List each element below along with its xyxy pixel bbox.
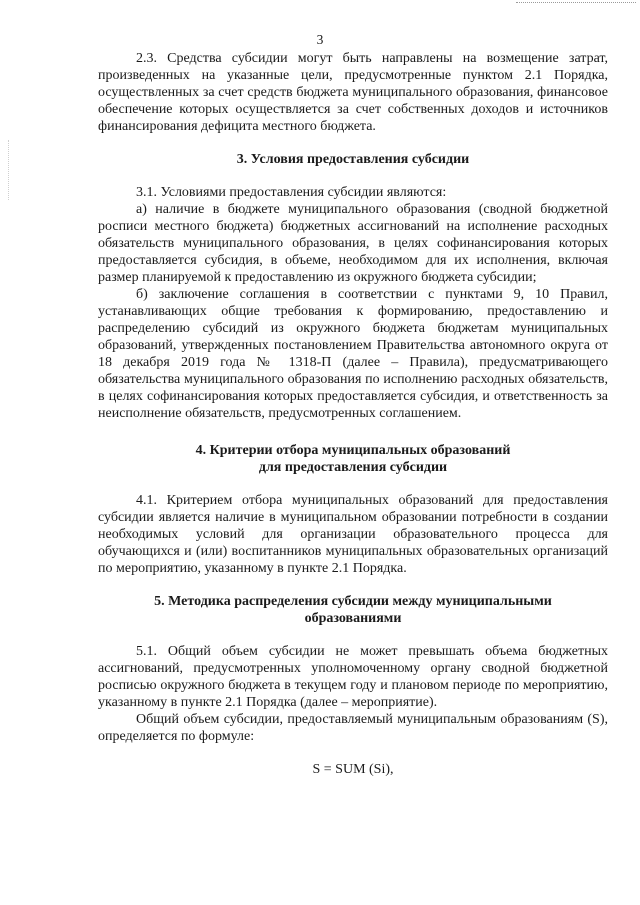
document-body xyxy=(98,50,608,778)
paragraph-3-1-a: а) наличие в бюджете муниципального образования (сводной бюджетной росписи местного бюджета) бюджетных ассигнований на исполнение расходных обязательств муниципального образования, в целях софинансирования которых предоставляется субсидия, в объеме, необходимом для их исполнения, включая размер планируемой к предоставлению из окружного бюджета субсидии; xyxy=(98,202,608,285)
section-heading-4-line2: для предоставления субсидии xyxy=(258,460,448,475)
section-heading-5-line1: 5. Методика распределения субсидии между муниципальными xyxy=(154,594,552,609)
scan-edge-line xyxy=(516,2,636,4)
paragraph-3-1: 3.1. Условиями предоставления субсидии являются: xyxy=(136,185,447,200)
page-number: 3 xyxy=(316,32,324,47)
paragraph-3-1-b: б) заключение соглашения в соответствии с пунктами 9, 10 Правил, устанавливающих общие требования к формированию, предоставлению и распределению субсидий из окружного бюджета бюджетам муниципальных образований, утвержденных постановлением Правительства автономного округа от 18 декабря 2019 года № 1318-П (далее – Правила), предусматривающего обязательства муниципального образования по исполнению расходных обязательств, в целях софинансирования которых предоставляется субсидия, и ответственность за неисполнение обязательств, предусмотренных соглашением. xyxy=(98,287,608,421)
paragraph-5-total: Общий объем субсидии, предоставляемый муниципальным образованиям (S), определяется по формуле: xyxy=(98,712,608,744)
section-heading-5-line2: образованиями xyxy=(304,611,402,626)
section-heading-3: 3. Условия предоставления субсидии xyxy=(236,152,470,167)
paragraph-5-1: 5.1. Общий объем субсидии не может превышать объема бюджетных ассигнований, предусмотренных уполномоченному органу сводной бюджетной росписью окружного бюджета в текущем году и плановом периоде по мероприятию, указанному в пункте 2.1 Порядка (далее – мероприятие). xyxy=(98,644,608,710)
section-heading-4-line1: 4. Критерии отбора муниципальных образований xyxy=(195,443,511,458)
formula: S = SUM (Si), xyxy=(312,762,394,777)
scan-margin-marks xyxy=(8,140,11,200)
paragraph-4-1: 4.1. Критерием отбора муниципальных образований для предоставления субсидии является наличие в муниципальном образовании потребности в создании необходимых условий для организации образовательного процесса для обучающихся и (или) воспитанников муниципальных образовательных организаций по мероприятию, указанному в пункте 2.1 Порядка. xyxy=(98,493,608,576)
paragraph-2-3: 2.3. Средства субсидии могут быть направлены на возмещение затрат, произведенных на указанные цели, предусмотренные пунктом 2.1 Порядка, осуществленных за счет средств бюджета муниципального образования, финансовое обеспечение которых осуществляется за счет собственных доходов и источников финансирования дефицита местного бюджета. xyxy=(98,51,608,134)
